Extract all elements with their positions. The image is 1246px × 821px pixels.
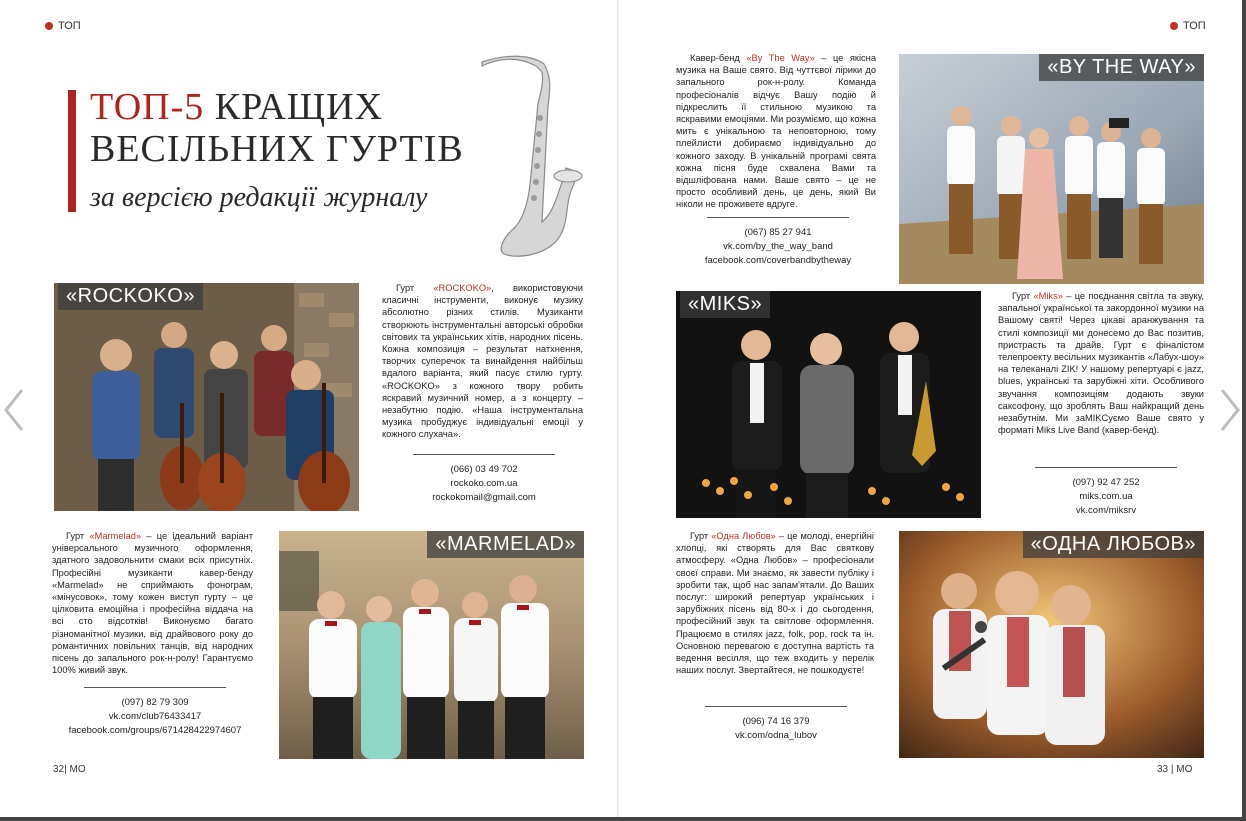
bytheway-facebook[interactable]: facebook.com/coverbandbytheway: [704, 255, 852, 266]
marmelad-description: [52, 530, 253, 676]
marmelad-text-pre: Гурт: [66, 531, 90, 541]
marmelad-vk[interactable]: vk.com/club76433417: [108, 711, 202, 722]
rockoko-text-pre: Гурт: [396, 283, 434, 293]
title-line2: ВЕСІЛЬНИХ ГУРТІВ: [90, 128, 464, 170]
miks-name: «Miks»: [1033, 291, 1063, 301]
miks-photo: [676, 291, 981, 518]
bytheway-photo-art: [899, 54, 1204, 284]
odnalubov-photo-art: [899, 531, 1204, 758]
saxophone-illustration: [478, 54, 588, 264]
marmelad-facebook[interactable]: facebook.com/groups/671428422974607: [68, 725, 242, 736]
odnalubov-description: [676, 530, 874, 676]
left-page: [8, 0, 620, 817]
odnalubov-text-post: – це молоді, енергійні хлопці, які створять для Вас святкову атмосферу. «Одна Любов» – професіонали своєї справи. Ми знаємо, як завести публіку і зробити так, щоб нас запам'ятали. До Ваших послуг: широкий репертуар українських і зарубіжних пісень від 80-х і до сьогодення, професійний звук та світлове оформлення. Працюємо в стилях jazz, folk, pop, rock та ін. Основною перевагою є доступна вартість та ведення весілля, що теж входить у перелік наших послуг. Звертайтеся, не пошкодуєте!: [676, 531, 874, 676]
section-label: ТОП: [1183, 20, 1206, 32]
rockoko-photo-art: [54, 283, 359, 511]
bytheway-name: «By The Way»: [746, 53, 815, 63]
title-red-part: ТОП-5: [90, 86, 205, 128]
divider: [705, 706, 847, 707]
title-accent-bar: [68, 90, 76, 212]
rockoko-name: «ROCKOKO»: [433, 283, 492, 293]
odnalubov-name: «Одна Любов»: [711, 531, 776, 541]
divider: [84, 687, 226, 688]
odnalubov-phone: (096) 74 16 379: [742, 716, 810, 727]
miks-text-pre: Гурт: [1012, 291, 1034, 301]
right-page: [626, 0, 1238, 817]
bullet-icon: [1170, 22, 1178, 30]
bytheway-phone: (067) 85 27 941: [744, 227, 812, 238]
marmelad-phone: (097) 82 79 309: [121, 697, 189, 708]
odnalubov-contacts: [701, 706, 851, 743]
section-label: ТОП: [58, 20, 81, 32]
rockoko-contacts: [403, 454, 565, 505]
odnalubov-photo: [899, 531, 1204, 758]
bytheway-label: «BY THE WAY»: [1039, 54, 1204, 81]
rockoko-photo: [54, 283, 359, 511]
chevron-left-icon[interactable]: [2, 388, 26, 432]
bytheway-description: [676, 52, 876, 211]
divider: [707, 217, 849, 218]
miks-website[interactable]: miks.com.ua: [1079, 491, 1133, 502]
miks-contacts: [1031, 467, 1181, 518]
article-title: [90, 86, 464, 170]
rockoko-text-post: , використовуючи класичні інструменти, виконує музику абсолютно різних стилів. Музиканти створюють інструментальні авторські обробки світових та українських хітів, народних пісень. Кожна композиція – результат натхнення, творчих суперечок та винайдення найбільш вдалого варіанта, який пасує стилю гурту. «ROCKOKO» з кожного твору робить яскравий музичний номер, а з концерту – незабутню подію. «Наша інструментальна музика пробуджує індивідуальні емоції у кожного слухача».: [382, 283, 583, 440]
marmelad-photo: [279, 531, 584, 759]
section-tag-right: [1170, 20, 1206, 32]
title-line1: КРАЩИХ: [204, 86, 384, 128]
rockoko-description: [382, 282, 583, 441]
miks-label: «MIKS»: [680, 291, 770, 318]
rockoko-phone: (066) 03 49 702: [450, 464, 518, 475]
divider: [1035, 467, 1177, 468]
bytheway-photo: [899, 54, 1204, 284]
divider: [413, 454, 555, 455]
page-number-left: 32| МО: [53, 764, 86, 775]
miks-phone: (097) 92 47 252: [1072, 477, 1140, 488]
marmelad-contacts: [50, 687, 260, 738]
miks-photo-art: [676, 291, 981, 518]
bytheway-vk[interactable]: vk.com/by_the_way_band: [723, 241, 833, 252]
bytheway-text-pre: Кавер-бенд: [690, 53, 747, 63]
marmelad-text-post: – це ідеальний варіант універсального музичного оформлення, здатного задовольнити смаки всіх присутніх. Професійні музиканти кавер-бенду «Marmelad» не сприймають фонограм, «мінусовок», тому кожен виступ гурту – це цілковита емоційна і професійна віддача на всі сто відсотків! Виконуємо багато різноманітної музики, від драйвового року до романтичних повільних танців, від народних пісень до запального рок-н-ролу! Гарантуємо 100% живий звук.: [52, 531, 254, 676]
bytheway-contacts: [688, 217, 868, 268]
miks-text-post: – це поєднання світла та звуку, запальної української та закордонної музики на Вашому святі! Через цікаві аранжування та стилі композиції ми донесемо до Вас позитив, пристрасть та драйв. Гурт є фіналістом телепроекту весільних музикантів «Лабух-шоу» на телеканалі ZIK! У нашому репертуарі є jazz, blues, українські та зарубіжні хіти. Особливого звучання композиціям додають звуки саксофону, що зроблять Ваш найкращий день незабутнім. Ми заMIKСуємо Ваше свято у форматі Miks Live Band (кавер-бенд).: [998, 291, 1204, 436]
odnalubov-vk[interactable]: vk.com/odna_lubov: [735, 730, 817, 741]
chevron-right-icon[interactable]: [1218, 388, 1242, 432]
miks-vk[interactable]: vk.com/miksrv: [1075, 505, 1137, 516]
bytheway-text-post: – це якісна музика на Ваше свято. Від чуттєвої лірики до запального рок-н-ролу. Команда професіоналів відчує Вашу подію й підкреслить її стильною музикою та яскравими емоціями. Ми розуміємо, що кожна мить є унікальною та неповторною, тому плейлисти добираємо індивідуально до кожного заходу. В унікальній програмі свята кожна пісня буде схвалена Вами та відшліфована нами. Ваше свято – це не просто особливий день, це день, який Ви ніколи не проживете вдруге.: [676, 53, 876, 210]
marmelad-photo-art: [279, 531, 584, 759]
odnalubov-label: «ОДНА ЛЮБОВ»: [1023, 531, 1204, 558]
rockoko-website[interactable]: rockoko.com.ua: [450, 478, 518, 489]
bullet-icon: [45, 22, 53, 30]
rockoko-email[interactable]: rockokomail@gmail.com: [432, 492, 536, 503]
page-number-right: 33 | МО: [1157, 764, 1193, 775]
marmelad-name: «Marmelad»: [89, 531, 142, 541]
article-subtitle: за версією редакції журналу: [90, 182, 428, 213]
marmelad-label: «MARMELAD»: [427, 531, 584, 558]
section-tag-left: [45, 20, 81, 32]
miks-description: [998, 290, 1204, 436]
rockoko-label: «ROCKOKO»: [58, 283, 203, 310]
odnalubov-text-pre: Гурт: [690, 531, 712, 541]
